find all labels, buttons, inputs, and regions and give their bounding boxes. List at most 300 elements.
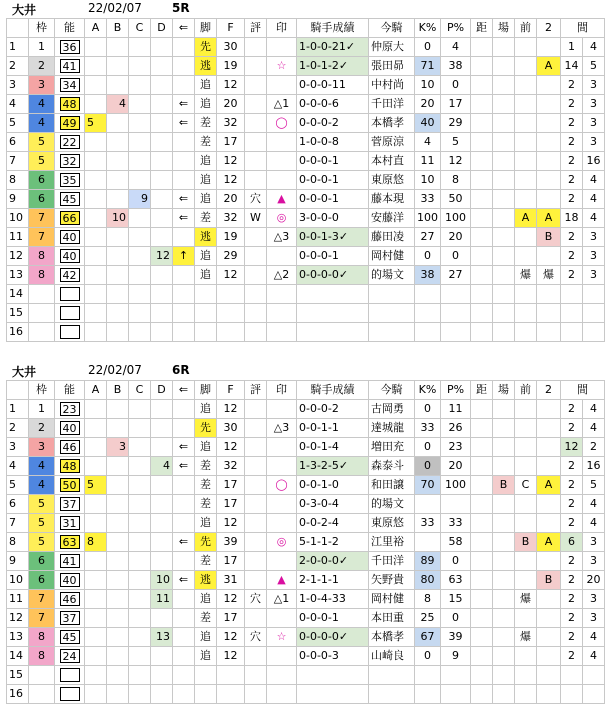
c-cell — [129, 171, 151, 190]
row-number-cell: 11 — [7, 590, 29, 609]
p-pct-cell — [441, 304, 471, 323]
table-row — [7, 419, 605, 438]
running-style-cell — [195, 285, 217, 304]
b-header: B — [107, 19, 129, 38]
f-cell: 32 — [217, 209, 245, 228]
a-cell — [85, 685, 107, 704]
b-cell — [107, 590, 129, 609]
previous-cell — [515, 438, 537, 457]
interval2-cell — [583, 323, 605, 342]
ability-value: 42 — [60, 268, 80, 282]
jockey-record-cell: 0-0-0-6 — [297, 95, 369, 114]
ability-value: 40 — [60, 249, 80, 263]
mark-cell — [267, 323, 297, 342]
jockey-cell: 岡村健 — [369, 590, 415, 609]
d-cell: 13 — [151, 628, 173, 647]
running-style-cell — [195, 304, 217, 323]
arrow-cell: ⇐ — [173, 190, 195, 209]
hyou-cell — [245, 95, 267, 114]
b-cell — [107, 400, 129, 419]
p-pct-header: P% — [441, 19, 471, 38]
two-cell — [537, 590, 561, 609]
course-cell — [493, 57, 515, 76]
table-row — [7, 647, 605, 666]
table-row — [7, 495, 605, 514]
kan-header: 間 — [561, 19, 605, 38]
interval2-cell: 20 — [583, 571, 605, 590]
k-pct-cell: 10 — [415, 76, 441, 95]
jockey-record-cell: 0-3-0-4 — [297, 495, 369, 514]
mark-cell: ☆ — [267, 57, 297, 76]
interval-cell: 2 — [561, 266, 583, 285]
course-cell — [493, 666, 515, 685]
jockey-record-cell: 5-1-1-2 — [297, 533, 369, 552]
mark-cell — [267, 495, 297, 514]
table-row — [7, 114, 605, 133]
race-title-row — [0, 0, 608, 18]
row-number-cell: 15 — [7, 304, 29, 323]
arrow-cell — [173, 38, 195, 57]
interval-cell — [561, 666, 583, 685]
d-cell — [151, 552, 173, 571]
shirushi-header: 印 — [267, 19, 297, 38]
hyou-cell — [245, 647, 267, 666]
running-style-cell: 追 — [195, 438, 217, 457]
interval2-cell: 4 — [583, 190, 605, 209]
a-cell — [85, 552, 107, 571]
interval2-cell: 4 — [583, 495, 605, 514]
previous-cell — [515, 152, 537, 171]
course-cell — [493, 400, 515, 419]
interval2-cell: 3 — [583, 95, 605, 114]
p-pct-cell: 33 — [441, 514, 471, 533]
row-number-cell: 11 — [7, 228, 29, 247]
interval2-cell — [583, 666, 605, 685]
two-cell — [537, 76, 561, 95]
previous-cell — [515, 38, 537, 57]
previous-cell — [515, 552, 537, 571]
jockey-record-cell: 0-0-1-4 — [297, 438, 369, 457]
ability-value: 40 — [60, 421, 80, 435]
row-number-cell: 13 — [7, 266, 29, 285]
waku-header: 枠 — [29, 19, 55, 38]
p-pct-cell: 0 — [441, 247, 471, 266]
k-pct-cell: 71 — [415, 57, 441, 76]
gate-cell — [29, 285, 55, 304]
gate-cell: 8 — [29, 247, 55, 266]
jockey-cell: 的場文 — [369, 266, 415, 285]
previous-cell — [515, 571, 537, 590]
nou-header: 能 — [55, 381, 85, 400]
running-style-cell: 逃 — [195, 571, 217, 590]
k-pct-cell: 20 — [415, 95, 441, 114]
c-cell — [129, 114, 151, 133]
c-cell — [129, 285, 151, 304]
gate-cell: 6 — [29, 190, 55, 209]
gate-cell: 8 — [29, 628, 55, 647]
running-style-cell: 差 — [195, 209, 217, 228]
jockey-record-cell — [297, 304, 369, 323]
running-style-cell: 追 — [195, 152, 217, 171]
jockey-record-cell: 1-0-0-21✓ — [297, 38, 369, 57]
interval-cell — [561, 285, 583, 304]
previous-cell — [515, 171, 537, 190]
c-cell — [129, 552, 151, 571]
jockey-record-cell: 0-0-0-3 — [297, 647, 369, 666]
c-cell — [129, 266, 151, 285]
interval-cell: 12 — [561, 438, 583, 457]
row-number-cell: 9 — [7, 552, 29, 571]
interval-cell: 2 — [561, 171, 583, 190]
mark-cell: △1 — [267, 95, 297, 114]
row-number-cell: 1 — [7, 400, 29, 419]
distance-cell — [471, 114, 493, 133]
distance-cell — [471, 400, 493, 419]
gate-cell: 2 — [29, 57, 55, 76]
two-cell — [537, 304, 561, 323]
table-row — [7, 171, 605, 190]
ability-cell — [55, 114, 85, 133]
f-cell: 12 — [217, 171, 245, 190]
f-cell — [217, 685, 245, 704]
d-cell — [151, 514, 173, 533]
arrow-cell — [173, 609, 195, 628]
mark-cell — [267, 647, 297, 666]
course-cell — [493, 228, 515, 247]
interval-cell: 2 — [561, 76, 583, 95]
interval2-cell: 3 — [583, 609, 605, 628]
f-cell: 12 — [217, 266, 245, 285]
row-number-cell: 10 — [7, 571, 29, 590]
running-style-cell: 差 — [195, 552, 217, 571]
c-cell — [129, 209, 151, 228]
ability-value: 37 — [60, 611, 80, 625]
d-header: D — [151, 381, 173, 400]
hyou-cell — [245, 666, 267, 685]
p-pct-cell: 4 — [441, 38, 471, 57]
jockey-cell: 東原悠 — [369, 514, 415, 533]
distance-cell — [471, 228, 493, 247]
f-cell: 20 — [217, 95, 245, 114]
hyou-cell — [245, 304, 267, 323]
d-cell — [151, 38, 173, 57]
gate-cell: 5 — [29, 133, 55, 152]
c-cell — [129, 457, 151, 476]
ability-value: 66 — [60, 211, 80, 225]
distance-cell — [471, 152, 493, 171]
jockey-cell: 藤田凌 — [369, 228, 415, 247]
d-cell — [151, 495, 173, 514]
f-cell: 17 — [217, 552, 245, 571]
table-row — [7, 266, 605, 285]
two-cell — [537, 133, 561, 152]
c-cell — [129, 476, 151, 495]
ability-value: 46 — [60, 592, 80, 606]
race-number-label: 5R — [172, 1, 190, 15]
f-cell — [217, 304, 245, 323]
interval-cell: 2 — [561, 495, 583, 514]
jockey-record-cell: 0-0-1-3✓ — [297, 228, 369, 247]
venue-label: 大井 — [12, 3, 37, 17]
interval-cell: 2 — [561, 247, 583, 266]
jockey-cell: 矢野貴 — [369, 571, 415, 590]
mae-header: 前 — [515, 19, 537, 38]
ability-cell — [55, 571, 85, 590]
hyou-cell — [245, 171, 267, 190]
c-cell — [129, 438, 151, 457]
distance-cell — [471, 190, 493, 209]
k-pct-cell: 0 — [415, 647, 441, 666]
p-pct-cell: 23 — [441, 438, 471, 457]
jockey-record-cell: 0-0-0-2 — [297, 400, 369, 419]
distance-cell — [471, 171, 493, 190]
ability-value: 45 — [60, 192, 80, 206]
f-cell — [217, 285, 245, 304]
b-cell — [107, 685, 129, 704]
row-number-cell: 1 — [7, 38, 29, 57]
venue-label: 大井 — [12, 365, 37, 379]
k-pct-cell: 40 — [415, 114, 441, 133]
arrow-cell — [173, 419, 195, 438]
course-cell — [493, 514, 515, 533]
distance-cell — [471, 438, 493, 457]
c-cell — [129, 76, 151, 95]
c-cell — [129, 628, 151, 647]
arrow-cell — [173, 685, 195, 704]
two-cell — [537, 647, 561, 666]
course-cell — [493, 419, 515, 438]
ability-value: 36 — [60, 40, 80, 54]
b-cell — [107, 190, 129, 209]
a-cell — [85, 590, 107, 609]
c-cell — [129, 133, 151, 152]
k-pct-cell: 4 — [415, 133, 441, 152]
running-style-cell: 差 — [195, 476, 217, 495]
arrow-cell: ⇐ — [173, 438, 195, 457]
row-number-cell: 8 — [7, 533, 29, 552]
gate-cell: 6 — [29, 171, 55, 190]
k-pct-cell: 33 — [415, 514, 441, 533]
k-pct-cell — [415, 666, 441, 685]
hyou-cell — [245, 533, 267, 552]
row-number-cell: 4 — [7, 457, 29, 476]
race-table — [6, 18, 605, 342]
interval2-cell: 4 — [583, 514, 605, 533]
course-cell — [493, 685, 515, 704]
ability-cell — [55, 57, 85, 76]
interval2-cell: 4 — [583, 171, 605, 190]
two-cell — [537, 457, 561, 476]
k-pct-cell: 33 — [415, 190, 441, 209]
table-row — [7, 476, 605, 495]
k-pct-cell — [415, 323, 441, 342]
mark-cell — [267, 38, 297, 57]
table-row — [7, 190, 605, 209]
hyou-cell — [245, 38, 267, 57]
p-pct-cell: 17 — [441, 95, 471, 114]
gate-cell — [29, 666, 55, 685]
jockey-record-cell: 0-0-0-11 — [297, 76, 369, 95]
ability-cell — [55, 285, 85, 304]
f-cell: 12 — [217, 647, 245, 666]
ability-cell — [55, 76, 85, 95]
interval2-cell: 3 — [583, 266, 605, 285]
course-cell — [493, 571, 515, 590]
interval-cell: 2 — [561, 400, 583, 419]
two-cell — [537, 552, 561, 571]
mark-cell — [267, 552, 297, 571]
distance-cell — [471, 495, 493, 514]
jockey-record-cell — [297, 285, 369, 304]
p-pct-cell: 0 — [441, 552, 471, 571]
k-pct-cell — [415, 533, 441, 552]
arrow-cell — [173, 171, 195, 190]
distance-cell — [471, 95, 493, 114]
running-style-cell: 追 — [195, 76, 217, 95]
race-table — [6, 380, 605, 704]
two-cell — [537, 400, 561, 419]
ability-value — [60, 306, 80, 320]
distance-cell — [471, 38, 493, 57]
kyori-header: 距 — [471, 381, 493, 400]
c-cell — [129, 590, 151, 609]
interval2-cell: 4 — [583, 647, 605, 666]
two-cell: A — [537, 533, 561, 552]
gate-cell: 3 — [29, 438, 55, 457]
jockey-cell: 岡村健 — [369, 247, 415, 266]
p-pct-cell — [441, 495, 471, 514]
ability-value: 41 — [60, 59, 80, 73]
hyou-cell — [245, 400, 267, 419]
f-cell: 12 — [217, 590, 245, 609]
mark-cell — [267, 247, 297, 266]
course-cell — [493, 95, 515, 114]
d-cell — [151, 114, 173, 133]
f-header: F — [217, 19, 245, 38]
interval-cell: 1 — [561, 38, 583, 57]
hyou-cell — [245, 609, 267, 628]
jockey-record-cell: 0-0-0-2 — [297, 114, 369, 133]
running-style-cell: 先 — [195, 38, 217, 57]
two-cell — [537, 438, 561, 457]
distance-cell — [471, 609, 493, 628]
a-cell — [85, 38, 107, 57]
row-number-cell: 14 — [7, 647, 29, 666]
d-cell: 4 — [151, 457, 173, 476]
hyou-cell — [245, 476, 267, 495]
running-style-cell — [195, 323, 217, 342]
running-style-cell: 追 — [195, 514, 217, 533]
arrow-cell — [173, 266, 195, 285]
table-row — [7, 552, 605, 571]
ability-cell — [55, 190, 85, 209]
d-cell: 10 — [151, 571, 173, 590]
p-pct-cell: 27 — [441, 266, 471, 285]
course-cell — [493, 323, 515, 342]
k-pct-cell: 70 — [415, 476, 441, 495]
k-pct-cell: 0 — [415, 457, 441, 476]
c-cell — [129, 419, 151, 438]
d-cell: 12 — [151, 247, 173, 266]
waku-header: 枠 — [29, 381, 55, 400]
arrow-cell — [173, 57, 195, 76]
jockey-cell: 東原悠 — [369, 171, 415, 190]
a-cell — [85, 209, 107, 228]
jockey-cell: 藤本現 — [369, 190, 415, 209]
two-cell — [537, 666, 561, 685]
ability-value — [60, 287, 80, 301]
interval-cell — [561, 304, 583, 323]
jockey-record-cell: 0-0-2-4 — [297, 514, 369, 533]
row-number-cell: 10 — [7, 209, 29, 228]
jockey-record-cell — [297, 685, 369, 704]
interval-cell: 2 — [561, 571, 583, 590]
a-cell — [85, 285, 107, 304]
gate-cell — [29, 685, 55, 704]
k-pct-cell: 100 — [415, 209, 441, 228]
two-cell — [537, 514, 561, 533]
two-cell: A — [537, 209, 561, 228]
jockey-cell: 森泰斗 — [369, 457, 415, 476]
row-number-cell: 2 — [7, 419, 29, 438]
f-cell: 17 — [217, 609, 245, 628]
course-cell: B — [493, 476, 515, 495]
jockey-record-header: 騎手成績 — [297, 381, 369, 400]
arrow-cell: ↑ — [173, 247, 195, 266]
interval-cell: 2 — [561, 552, 583, 571]
running-style-cell: 差 — [195, 495, 217, 514]
jockey-header: 今騎 — [369, 381, 415, 400]
mark-cell — [267, 76, 297, 95]
distance-cell — [471, 571, 493, 590]
arrow-cell: ⇐ — [173, 571, 195, 590]
arrow-cell — [173, 666, 195, 685]
two-cell — [537, 285, 561, 304]
table-row — [7, 666, 605, 685]
k-pct-header: K% — [415, 19, 441, 38]
jockey-record-cell: 0-0-1-0 — [297, 476, 369, 495]
a-cell — [85, 247, 107, 266]
ability-cell — [55, 400, 85, 419]
a-cell — [85, 400, 107, 419]
hyou-cell — [245, 266, 267, 285]
row-number-cell: 13 — [7, 628, 29, 647]
a-cell — [85, 323, 107, 342]
d-cell — [151, 95, 173, 114]
gate-cell: 1 — [29, 38, 55, 57]
mark-cell: ▲ — [267, 571, 297, 590]
mark-cell: △2 — [267, 266, 297, 285]
row-number-cell: 2 — [7, 57, 29, 76]
f-cell: 12 — [217, 438, 245, 457]
b-cell — [107, 228, 129, 247]
b-header: B — [107, 381, 129, 400]
arrow-cell — [173, 476, 195, 495]
jockey-record-cell: 1-3-2-5✓ — [297, 457, 369, 476]
kyaku-header: 脚 — [195, 19, 217, 38]
previous-cell: 爆 — [515, 266, 537, 285]
b-cell — [107, 552, 129, 571]
jockey-cell: 達城龍 — [369, 419, 415, 438]
p-pct-cell: 38 — [441, 57, 471, 76]
running-style-cell: 追 — [195, 190, 217, 209]
previous-cell — [515, 228, 537, 247]
ability-value: 40 — [60, 230, 80, 244]
previous-cell: 爆 — [515, 590, 537, 609]
table-row — [7, 590, 605, 609]
ability-cell — [55, 304, 85, 323]
course-cell — [493, 304, 515, 323]
